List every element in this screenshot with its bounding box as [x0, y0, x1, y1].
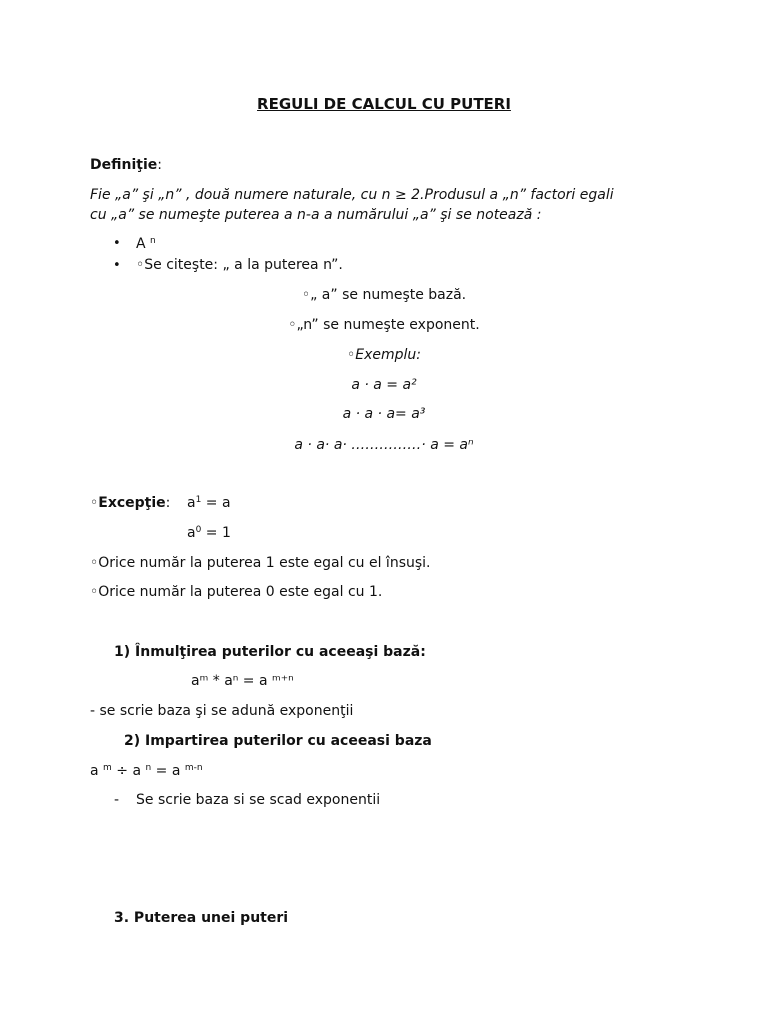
exception-note-2: ◦Orice număr la puterea 0 este egal cu 1. [90, 584, 383, 600]
formula-exp-diff: m-n [184, 763, 203, 773]
exception-rule-2 [187, 524, 231, 542]
bullet-item-notation [136, 235, 156, 253]
rule-1-formula: aᵐ * aⁿ = a ᵐ⁺ⁿ [191, 673, 294, 689]
bullet-item-reading: ◦Se citeşte: „ a la puterea n”. [136, 257, 343, 273]
rule-1-heading: 1) Înmulţirea puterilor cu aceeaşi bază: [114, 644, 426, 660]
bullet-2: • [113, 258, 121, 273]
rule-1-description: - se scrie baza şi se adună exponenţii [90, 703, 354, 719]
base-definition: ◦„ a” se numeşte bază. [301, 287, 467, 303]
rule-2-description: Se scrie baza si se scad exponentii [136, 792, 381, 808]
definition-colon: : [157, 157, 162, 173]
exception-rule-1 [187, 494, 231, 512]
rule-2-heading: 2) Impartirea puterilor cu aceeasi baza [124, 733, 432, 749]
rule-2-result: = 1 [201, 525, 231, 541]
definition-line-1: Fie „a” şi „n” , două numere naturale, cu n ≥ 2.Produsul a „n” factori egali [90, 187, 614, 203]
rule-2-exponent: 0 [195, 525, 202, 535]
exception-line-1 [90, 494, 170, 512]
rule-2-formula [90, 762, 203, 780]
formula-exp-m: m [103, 763, 112, 773]
example-heading: ◦Exemplu: [346, 347, 421, 363]
rule-2-dash: - [114, 792, 120, 808]
notation-exponent: n [150, 236, 156, 246]
rule-1-exponent: 1 [195, 495, 202, 505]
definition-label: Definiţie [90, 157, 158, 173]
page-title: REGULI DE CALCUL CU PUTERI [257, 95, 511, 113]
formula-exp-n: n [145, 763, 152, 773]
exponent-definition: ◦„n” se numeşte exponent. [288, 317, 480, 333]
example-2: a · a · a= a³ [342, 406, 426, 422]
rule-1-result: = a [201, 495, 231, 511]
exception-label: Excepţie [98, 495, 166, 511]
formula-equals: = a [151, 763, 185, 779]
formula-base-1: a [90, 763, 104, 779]
exception-colon: : [165, 495, 171, 511]
notation-base: A [136, 236, 146, 252]
exception-note-1: ◦Orice număr la puterea 1 este egal cu el însuşi. [90, 555, 431, 571]
rule-2-base: a [187, 525, 196, 541]
example-1: a · a = a² [351, 377, 417, 393]
formula-divide: ÷ a [111, 763, 146, 779]
definition-heading [90, 156, 162, 174]
rule-1-base: a [187, 495, 196, 511]
definition-line-2: cu „a” se numeşte puterea a n-a a numărului „a” şi se notează : [90, 207, 542, 223]
exception-prefix: ◦ [90, 495, 99, 511]
bullet-1: • [113, 236, 121, 251]
example-3: a · a· a· ……………· a = aⁿ [294, 437, 474, 453]
rule-3-heading: 3. Puterea unei puteri [114, 910, 289, 926]
